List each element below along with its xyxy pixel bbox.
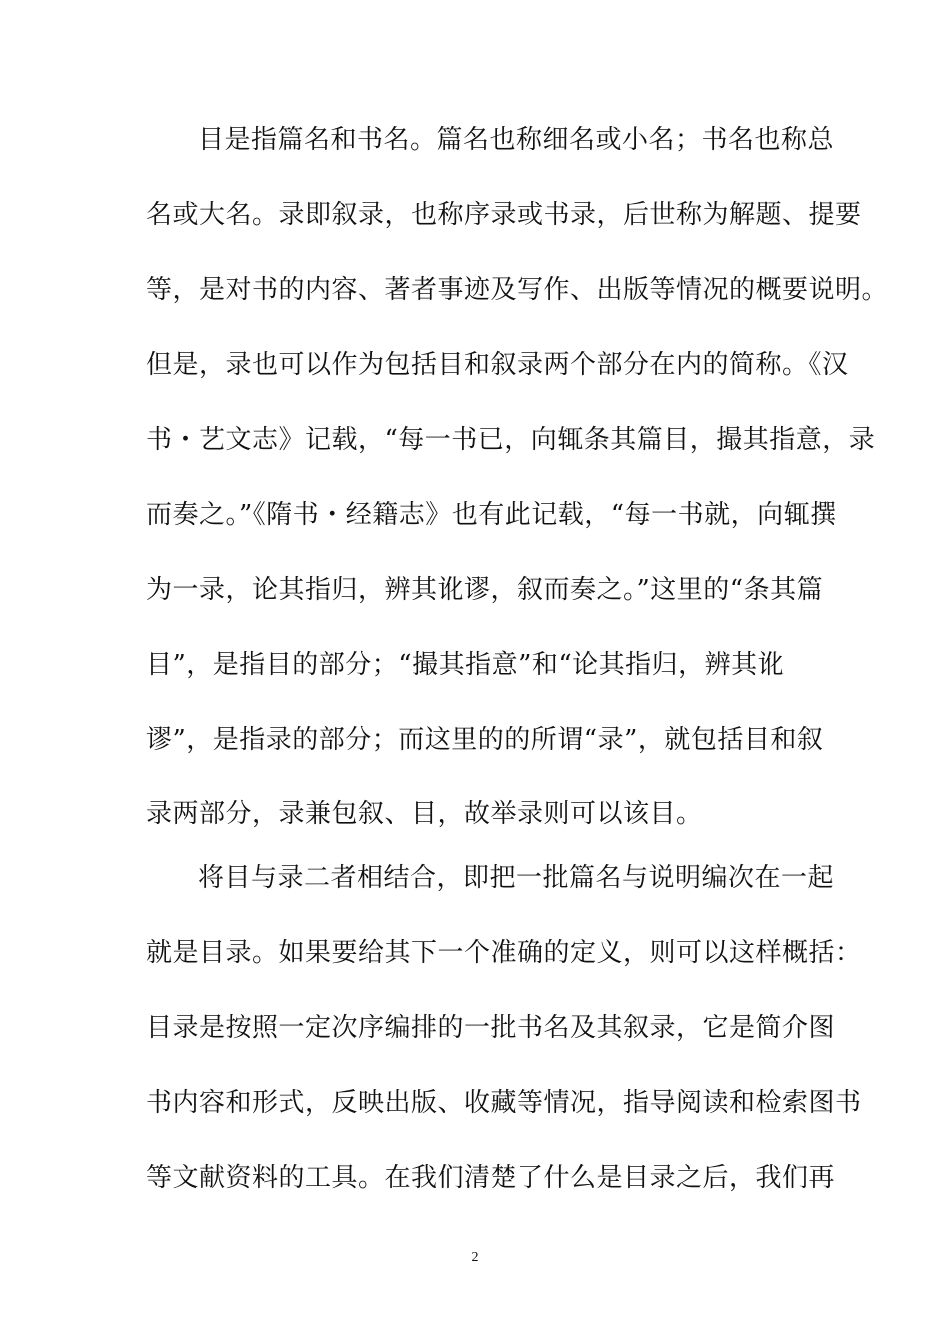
paragraph-1-line-7: 为一录，论其指归，辨其讹谬，叙而奏之。”这里的“条其篇 (146, 575, 824, 605)
paragraph-1-line-9: 谬”，是指录的部分；而这里的的所谓“录”，就包括目和叙 (146, 725, 824, 755)
page-number: 2 (471, 1250, 479, 1265)
paragraph-2-line-2: 就是目录。如果要给其下一个准确的定义，则可以这样概括： (146, 938, 862, 968)
paragraph-1-line-5: 书・艺文志》记载，“每一书已，向辄条其篇目，撮其指意，录 (146, 425, 876, 455)
paragraph-2-line-5: 等文献资料的工具。在我们清楚了什么是目录之后，我们再 (146, 1163, 836, 1193)
paragraph-1-line-2: 名或大名。录即叙录，也称序录或书录，后世称为解题、提要 (146, 200, 862, 230)
paragraph-1-line-1: 目是指篇名和书名。篇名也称细名或小名；书名也称总 (198, 125, 835, 155)
paragraph-2-line-3: 目录是按照一定次序编排的一批书名及其叙录，它是简介图 (146, 1013, 836, 1043)
paragraph-1-line-4: 但是，录也可以作为包括目和叙录两个部分在内的简称。《汉 (146, 350, 849, 380)
paragraph-1-line-3: 等，是对书的内容、著者事迹及写作、出版等情况的概要说明。 (146, 275, 889, 305)
paragraph-2-line-1: 将目与录二者相结合，即把一批篇名与说明编次在一起 (198, 863, 835, 893)
paragraph-1-line-10: 录两部分，录兼包叙、目，故举录则可以该目。 (146, 799, 703, 829)
paragraph-1-line-8: 目”，是指目的部分；“撮其指意”和“论其指归，辨其讹 (146, 650, 785, 680)
paragraph-2-line-4: 书内容和形式，反映出版、收藏等情况，指导阅读和检索图书 (146, 1088, 862, 1118)
paragraph-1-line-6: 而奏之。”《隋书・经籍志》也有此记载，“每一书就，向辄撰 (146, 500, 837, 530)
